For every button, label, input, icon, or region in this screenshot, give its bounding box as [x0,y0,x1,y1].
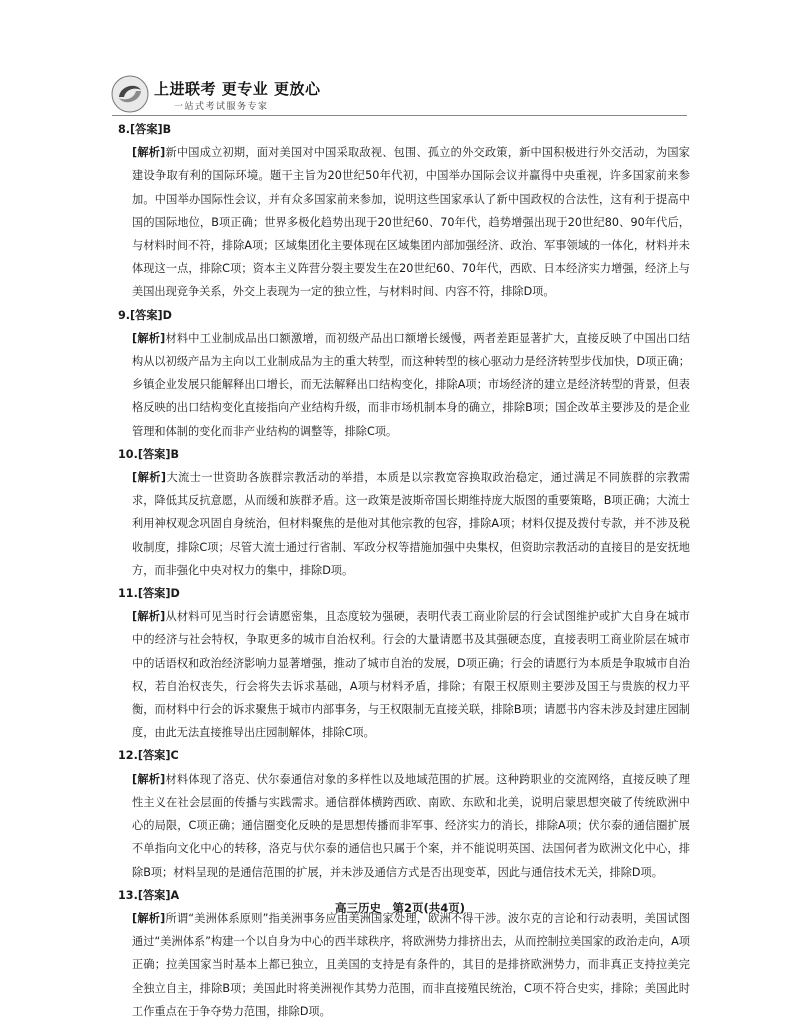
explanation-tag: [解析] [132,471,166,485]
answer-label: [答案] [130,308,163,322]
question-11-explanation [118,605,690,744]
question-number: 13. [118,888,138,902]
explanation-text: 材料体现了洛克、伏尔泰通信对象的多样性以及地域范围的扩展。这种跨职业的交流网络，直接反映了理性主义在社会层面的传播与实践需求。通信群体横跨西欧、南欧、东欧和北美，说明启蒙思想突破了传统欧洲中心的局限，C项正确；通信圈变化反映的是思想传播而非军事、经济实力的消长，排除A项；伏尔泰的通信圈扩展不单指向文化中心的转移，洛克与伏尔泰的通信也只属于个案，并不能说明英国、法国何者为欧洲文化中心，排除B项；材料呈现的是通信范围的扩展，并未涉及通信方式是否出现变革，因此与通信技术无关，排除D项。 [132,772,690,879]
answer-value: B [162,123,172,136]
explanation-text: 从材料可见当时行会请愿密集，且态度较为强硬，表明代表工商业阶层的行会试图维护或扩大自身在城市中的经济与社会特权，争取更多的城市自治权利。行会的大量请愿书及其强硬态度，直接表明工商业阶层在城市中的话语权和政治经济影响力显著增强，推动了城市自治的发展，D项正确；行会的请愿行为本质是争取城市自治权，若自治权丧失，行会将失去诉求基础，A项与材料矛盾，排除；有限王权原则主要涉及国王与贵族的权力平衡，而材料中行会的诉求聚焦于城市内部事务，与王权限制无直接关联，排除B项；请愿书内容未涉及封建庄园制度，由此无法直接推导出庄园制解体，排除C项。 [132,610,690,740]
question-12-explanation [118,768,690,884]
question-10-explanation [118,466,690,582]
question-13-explanation [118,907,690,1023]
explanation-tag: [解析] [132,146,166,160]
explanation-tag: [解析] [132,331,166,345]
answer-value: A [170,888,180,902]
answer-value: D [162,308,172,322]
question-9-answer [118,304,690,327]
explanation-tag: [解析] [132,610,166,624]
question-8-explanation [118,141,690,303]
page-footer: 高三历史 第2页(共4页) [334,901,465,915]
question-9-explanation [118,327,690,443]
explanation-text: 新中国成立初期，面对美国对中国采取敌视、包围、孤立的外交政策，新中国积极进行外交活动，为国家建设争取有利的国际环境。题干主旨为20世纪50年代初，中国举办国际会议并赢得中央重视，许多国家前来参加。中国举办国际性会议，并有众多国家前来参加，说明这些国家承认了新中国政权的合法性，这有利于提高中国的国际地位，B项正确；世界多极化趋势出现于20世纪60、70年代，趋势增强出现于20世纪80、90年代后，与材料时间不符，排除A项；区域集团化主要体现在区域集团内部加强经济、政治、军事领域的一体化，材料并未体现这一点，排除C项；资本主义阵营分裂主要发生在20世纪60、70年代，西欧、日本经济实力增强，经济上与美国出现竞争关系，外交上表现为一定的独立性，与材料时间、内容不符，排除D项。 [132,146,690,299]
answer-value: C [170,749,179,763]
question-11-answer [118,582,690,605]
answer-content [118,118,690,1023]
explanation-text: 材料中工业制成品出口额激增，而初级产品出口额增长缓慢，两者差距显著扩大，直接反映了中国出口结构从以初级产品为主向以工业制成品为主的重大转型，而这种转型的核心驱动力是经济转型步伐加快，D项正确；乡镇企业发展只能解释出口增长，而无法解释出口结构变化，排除A项；市场经济的建立是经济转型的背景，但表格反映的出口结构变化直接指向产业结构升级，而非市场机制本身的确立，排除B项；国企改革主要涉及的是企业管理和体制的变化而非产业结构的调整等，排除C项。 [132,331,690,438]
brand-title: 上进联考 更专业 更放心 [154,80,321,98]
question-12-answer [118,744,690,767]
answer-label: [答案] [137,888,171,902]
answer-value: D [170,587,180,601]
question-number: 9. [118,308,131,322]
page-header [110,72,710,120]
answer-label: [答案] [130,123,163,136]
swirl-logo-icon [110,74,150,114]
answer-label: [答案] [137,587,171,601]
answer-label: [答案] [137,447,171,461]
question-number: 10. [118,447,138,461]
explanation-text: 大流士一世资助各族群宗教活动的举措，本质是以宗教宽容换取政治稳定，通过满足不同族群的宗教需求，降低其反抗意愿，从而缓和族群矛盾。这一政策是波斯帝国长期维持庞大版图的重要策略，B项正确；大流士利用神权观念巩固自身统治，但材料聚焦的是他对其他宗教的包容，排除A项；材料仅提及拨付专款，并不涉及税收制度，排除C项；尽管大流士通过行省制、军政分权等措施加强中央集权，但资助宗教活动的直接目的是安抚地方，而非强化中央对权力的集中，排除D项。 [132,471,690,577]
question-number: 11. [118,587,138,601]
answer-label: [答案] [137,749,171,763]
question-number: 12. [118,749,138,763]
question-number: 8. [118,123,131,136]
question-10-answer [118,443,690,466]
brand-subtitle: 一站式考试服务专家 [174,102,269,112]
header-divider [112,115,687,116]
question-8-answer [118,118,690,141]
explanation-text: 所谓“美洲体系原则”指美洲事务应由美洲国家处理，欧洲不得干涉。波尔克的言论和行动表明，美国试图通过“美洲体系”构建一个以自身为中心的西半球秩序，将欧洲势力排挤出去，从而控制拉美国家的政治走向，A项正确；拉美国家当时基本上都已独立，且美国的支持是有条件的，其目的是排挤欧洲势力，而非真正支持拉美完全独立自主，排除B项；美国此时将美洲视作其势力范围，而非直接殖民统治，C项不符合史实，排除；美国此时工作重点在于争夺势力范围，排除D项。 [132,911,690,1018]
explanation-tag: [解析] [132,911,166,925]
explanation-tag: [解析] [132,772,166,786]
answer-value: B [170,447,179,461]
